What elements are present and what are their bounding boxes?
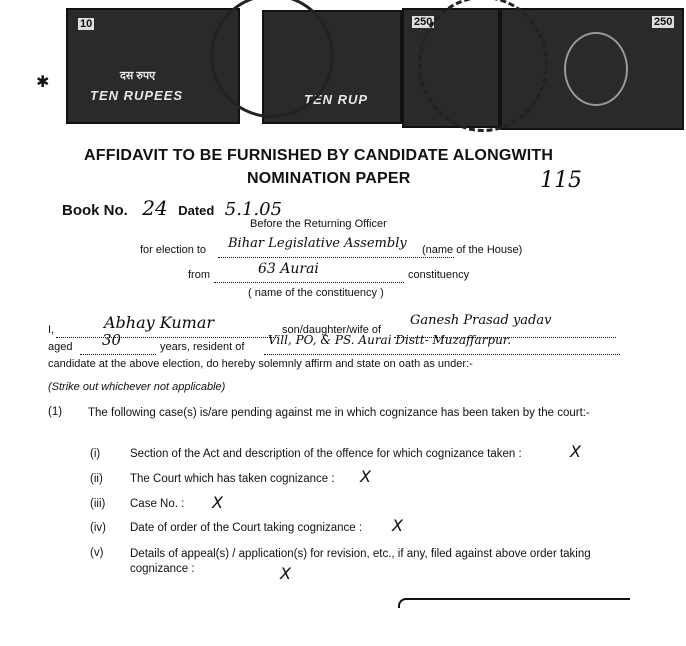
declarant-address: Vill, PO, & PS. Aurai Distt- Muzaffarpur. xyxy=(268,333,512,347)
item-text: The Court which has taken cognizance : xyxy=(130,473,335,485)
margin-number: 115 xyxy=(540,168,582,193)
stamp-value: 250 xyxy=(654,16,673,28)
declarant-age: 30 xyxy=(102,331,122,349)
stamp-value: 250 xyxy=(414,16,433,28)
address-blank xyxy=(264,354,620,355)
stamp-portrait-icon xyxy=(564,32,628,106)
dated-label: Dated xyxy=(178,203,215,218)
i-label: I, xyxy=(48,324,55,336)
item-text: Date of order of the Court taking cognizance : xyxy=(130,522,363,534)
stamp-label: TEN RUPEES xyxy=(90,88,184,103)
book-label: Book No. xyxy=(62,202,128,219)
item-number: (i) xyxy=(90,448,101,460)
election-value: Bihar Legislative Assembly xyxy=(228,236,407,251)
book-number-stamp xyxy=(62,196,282,220)
parent-name: Ganesh Prasad yadav xyxy=(410,313,552,328)
election-prefix: for election to xyxy=(140,244,207,256)
name-blank xyxy=(56,337,278,338)
stamp-value: 10 xyxy=(80,18,93,30)
item-number: (v) xyxy=(90,547,104,559)
ink-mark: ✱ xyxy=(36,74,50,91)
section-number: (1) xyxy=(48,406,63,418)
book-number: 24 xyxy=(142,196,168,220)
from-suffix: constituency xyxy=(408,269,470,281)
election-blank xyxy=(218,257,454,258)
item-text: Section of the Act and description of the offence for which cognizance taken : xyxy=(130,448,522,460)
affidavit-title-line1: AFFIDAVIT TO BE FURNISHED BY CANDIDATE ALONGWITH xyxy=(84,147,554,164)
pen-stroke xyxy=(398,598,630,608)
round-seal-icon xyxy=(418,0,548,132)
relation-label: son/daughter/wife of xyxy=(282,324,382,336)
returning-officer-line: Before the Returning Officer xyxy=(250,218,387,230)
book-date: 5.1.05 xyxy=(224,199,283,220)
constituency-note: ( name of the constituency ) xyxy=(248,287,384,299)
cross-mark: X xyxy=(392,516,403,535)
item-text: Details of appeal(s) / application(s) for revision, etc., if any, filed against above order taking cognizance : xyxy=(130,548,591,575)
age-blank xyxy=(80,354,156,355)
declarant-name: Abhay Kumar xyxy=(104,313,215,332)
section-text: The following case(s) is/are pending against me in which cognizance has been taken by the court:- xyxy=(88,407,590,419)
cross-mark: X xyxy=(570,442,581,461)
affidavit-title-line2: NOMINATION PAPER xyxy=(247,170,411,187)
strike-note: (Strike out whichever not applicable) xyxy=(48,381,226,393)
oath-text: candidate at the above election, do hereby solemnly affirm and state on oath as under:- xyxy=(48,358,473,370)
stamp-script-text: दस रुपए xyxy=(120,70,156,82)
from-blank xyxy=(214,282,404,283)
cross-mark: X xyxy=(212,493,223,512)
item-number: (iii) xyxy=(90,498,106,510)
from-value: 63 Aurai xyxy=(258,261,319,277)
item-number: (ii) xyxy=(90,473,103,485)
item-number: (iv) xyxy=(90,522,106,534)
stamp-label: TEN RUP xyxy=(304,92,369,107)
from-prefix: from xyxy=(188,269,210,281)
cross-mark: X xyxy=(280,564,291,583)
cross-mark: X xyxy=(360,467,371,486)
item-text: Case No. : xyxy=(130,498,185,510)
election-suffix: (name of the House) xyxy=(422,244,523,256)
aged-label: aged xyxy=(48,341,73,353)
resident-label: years, resident of xyxy=(160,341,245,353)
